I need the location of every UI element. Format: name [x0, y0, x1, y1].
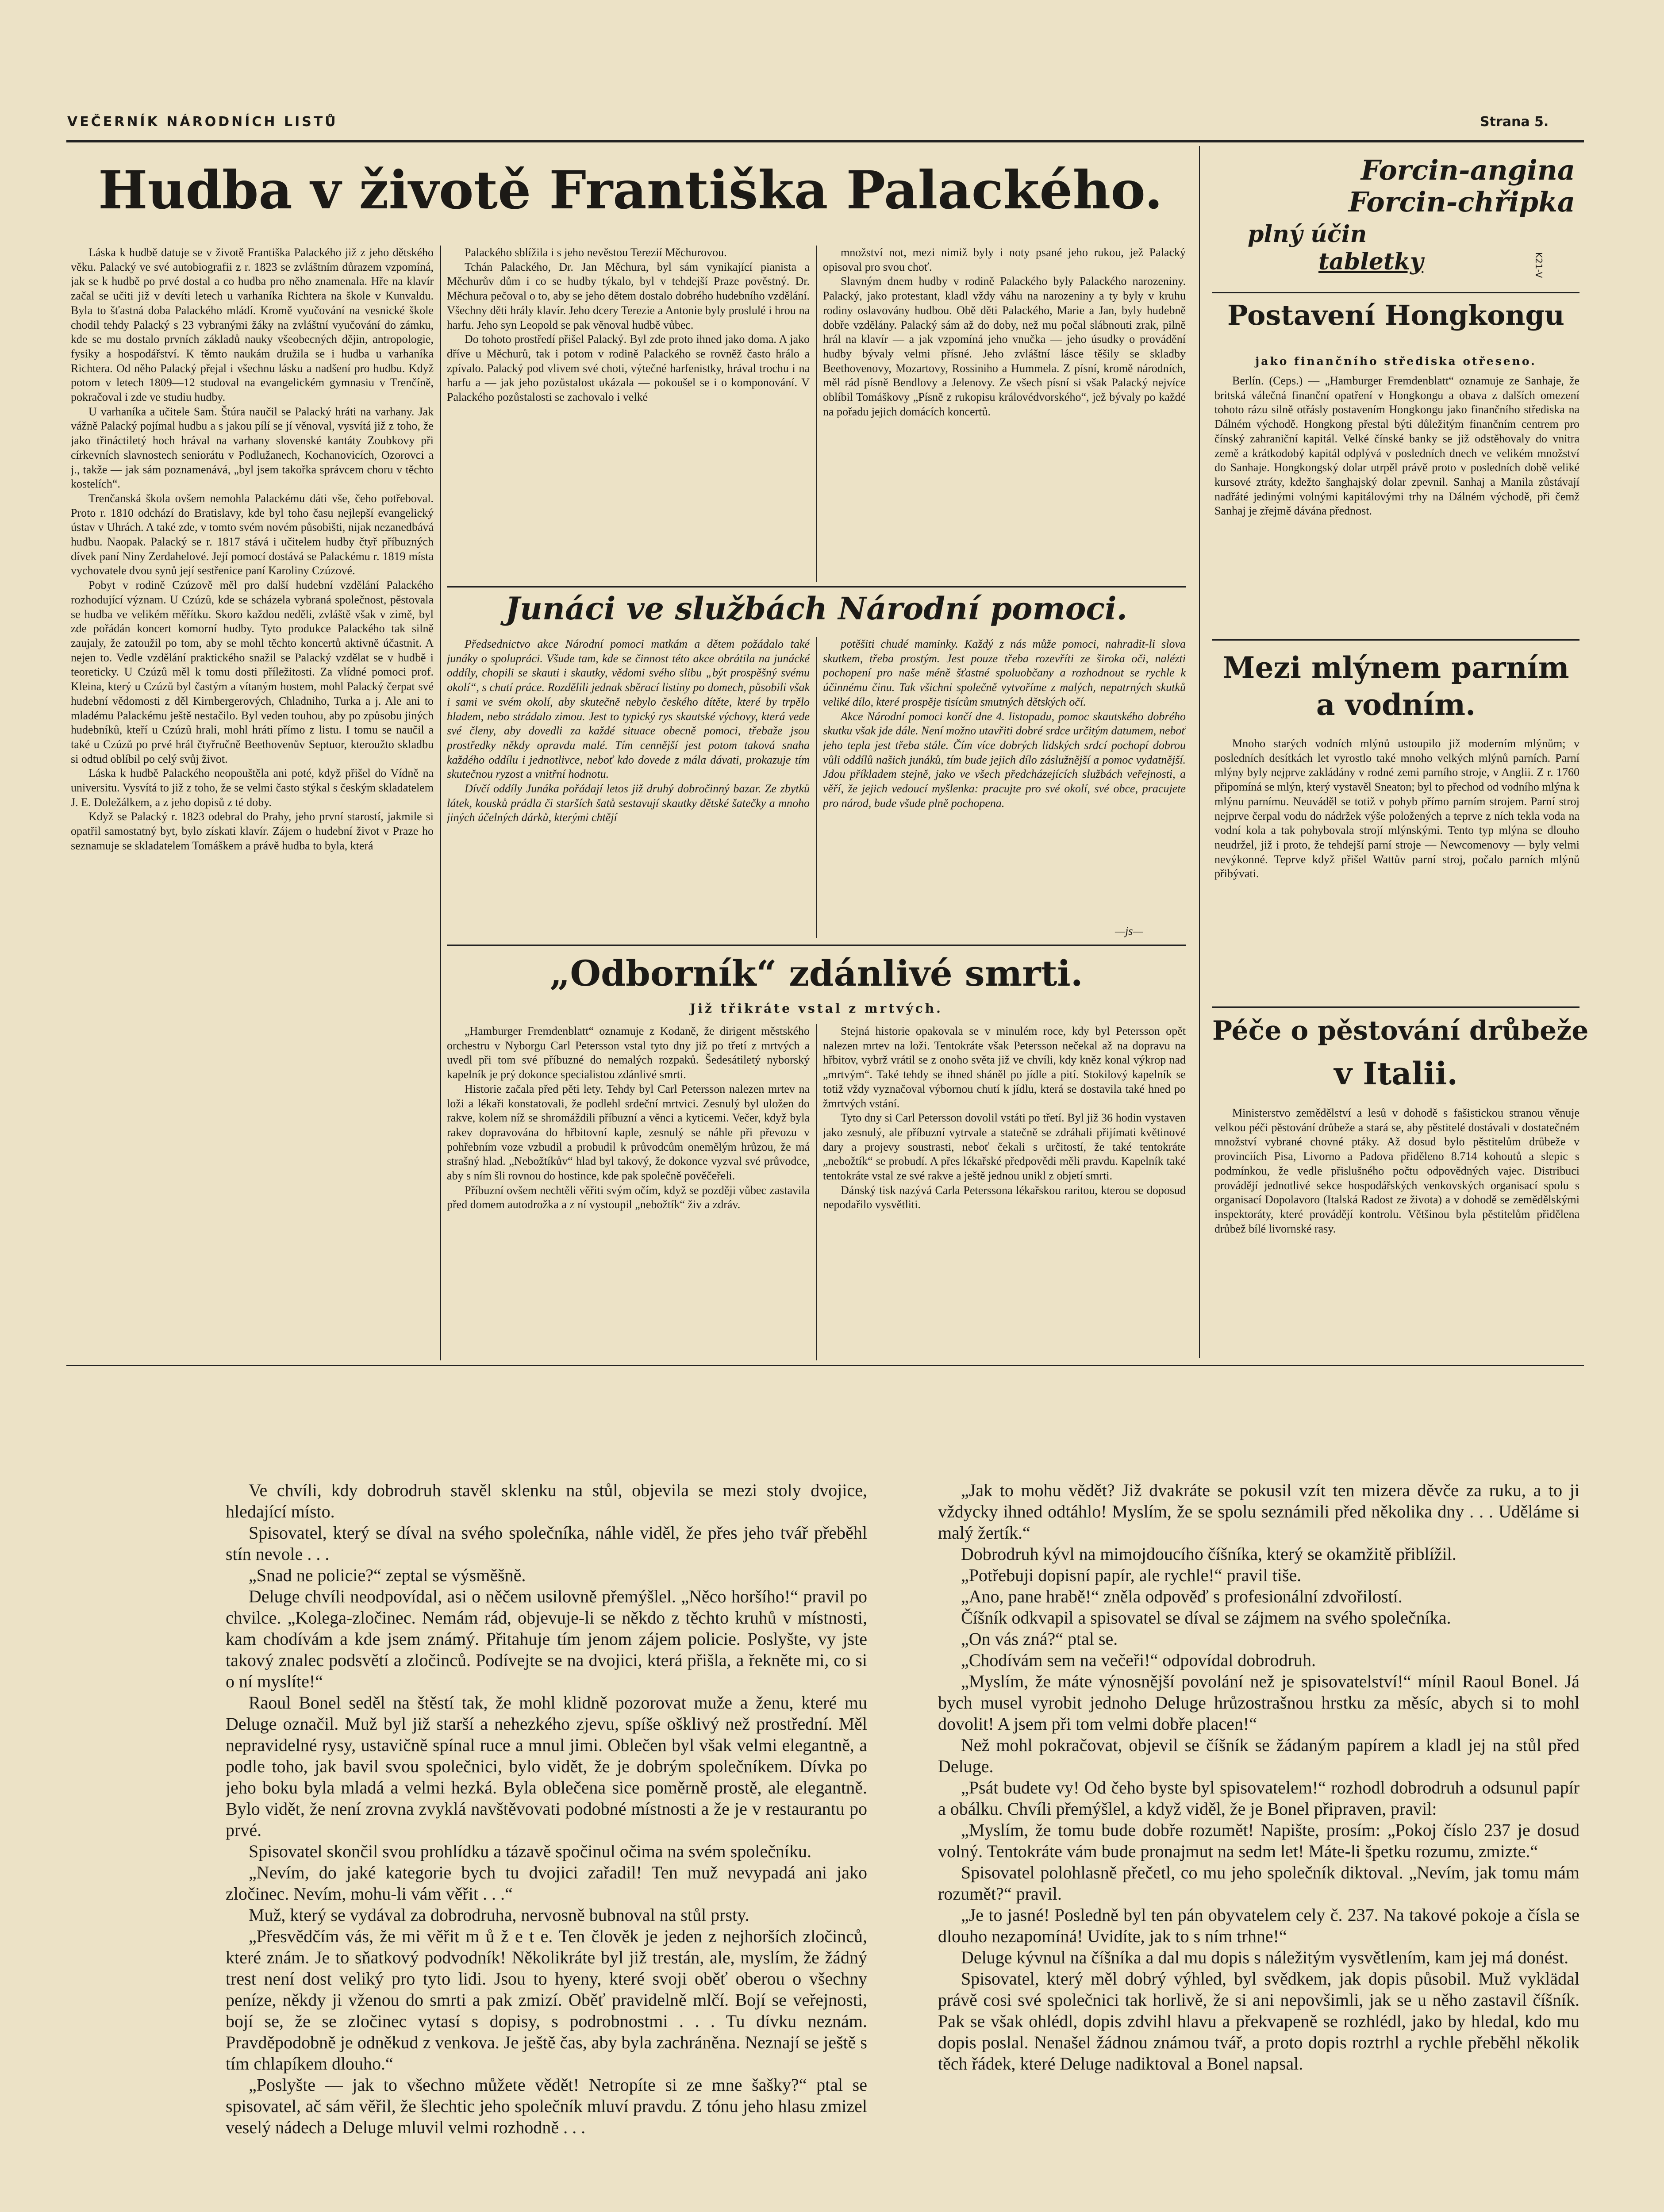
paragraph: „Nevím, do jaké kategorie bych tu dvojici zařadil! Ten muž nevypadá ani jako zločinec. Nevím, mohu-li vám věřit . . .“ [226, 1863, 867, 1904]
odbornik-subtitle: Již třikráte vstal z mrtvých. [690, 1001, 943, 1016]
paragraph: Mnoho starých vodních mlýnů ustoupilo již moderním mlýnům; v posledních desítkách let vyrostlo také mnoho velkých mlýnů parních. Parní mlýny byly nejprve zakládány v rodné zemi parního stroje, v Anglii. Z r. 1760 připomíná se mlýn, který vystavěl Sneaton; byl to přechod od vodního mlýna k mlýnu parnímu. Neuváděl se totiž v pohyb přímo parním strojem. Parní stroj nejprve čerpal vodu do nádržek výše položených a teprve z ních tekla voda na vodní kola a tak pohybovala strojí mlýnskými. Tento typ mlýna se dlouho neudržel, již i proto, že tehdejší parní stroje — Newcomenovy — byly velmi nevýkonné. Teprve když přišel Wattův parní stroj, počalo parních mlýnů přibývati. [1214, 737, 1579, 880]
page-number-header: Strana 5. [1480, 114, 1549, 130]
column-divider [440, 246, 441, 1360]
paragraph: „Hamburger Fremdenblatt“ oznamuje z Kodaně, že dirigent městského orchestru v Nyborgu Carl Petersson vstal tyto dny již po třetí z mrtvých a uvedl při tom své příbuzné do nemalých rozpaků. Šedesátiletý nyborský kapelník je prý dokonce specialistou zdánlivé smrti. [447, 1025, 810, 1081]
section-rule [447, 586, 1186, 588]
header-rule [66, 140, 1584, 142]
drubez-headline-1: Péče o pěstování drůbeže [1212, 1015, 1589, 1046]
paragraph: Tchán Palackého, Dr. Jan Měchura, byl sám vynikající pianista a Měchurův dům i co se hudby týkalo, byl v tehdejší Praze pověstný. Dr. Měchura pečoval o to, aby se jeho dětem dostalo dobrého hudebního vzdělání. Všechny děti hrály klavír. Jeho dcery Terezie a Antonie byly proslulé i hrou na harfu. Jeho syn Leopold se pak věnoval hudbě vůbec. [447, 260, 810, 331]
paragraph: „On vás zná?“ ptal se. [961, 1629, 1118, 1649]
junaci-column-2 [823, 637, 1186, 925]
paragraph: Tyto dny si Carl Petersson dovolil vstáti po třetí. Byl již 36 hodin vystaven jako zesnulý, ale příbuzní vytrvale a statečně se zdráhali přijímati květinové dary a projevy soustrasti, neboť čekali s určitostí, že také tentokráte „nebožtík“ se probudí. A přes lékařské předpovědi měli pravdu. Kapelník také tentokráte vstal ze své rakve a ještě jednou unikl z objetí smrti. [823, 1111, 1186, 1183]
paragraph: „Myslím, že tomu bude dobře rozumět! Napište, prosím: „Pokoj číslo 237 je dosud volný. Tentokráte vám bude pronajmut na sedm let! Máte-li špetku rozumu, zmizte.“ [938, 1820, 1579, 1861]
mlyn-headline-2: a vodním. [1316, 687, 1476, 722]
paragraph: „Je to jasné! Posledně byl ten pán obyvatelem cely č. 237. Na takové pokoje a čísla se dlouho nezapomíná! Uvidíte, jak to s ním trhne!“ [938, 1905, 1579, 1946]
column-divider [1199, 146, 1200, 1358]
paragraph: Ve chvíli, kdy dobrodruh stavěl sklenku na stůl, objevila se mezi stoly dvojice, hledající místo. [226, 1480, 867, 1521]
paragraph: Předsednictvo akce Národní pomoci matkám a dětem požádalo také junáky o spolupráci. Všude tam, kde se činnost této akce obrátila na junácké oddíly, chopili se skauti i skautky, vědomi svého slibu „být prospěšný svému okolí“, s chutí práce. Rozdělili jednak sběrací listiny po domech, působili však i sami ve svém okolí, aby skutečně nebylo českého dítěte, které by trpělo hladem, nebo strádalo zimou. Jest to typický rys skautské výchovy, která vede své členy, aby dovedli za každé situace obecně pomoci, třebaže jsou prostředky někdy opravdu malé. Tím cennější jest potom taková snaha každého oddílu i jednotlivce, neboť kdo dovede z mála dávati, prokazuje tím skutečnou ryzost a vnitřní hodnotu. [447, 637, 810, 781]
paragraph: Číšník odkvapil a spisovatel se díval se zájmem na svého společníka. [961, 1608, 1451, 1628]
paragraph: potěšiti chudé maminky. Každý z nás může pomoci, nahradit-li slova skutkem, třeba prostým. Jest pouze třeba rozevříti ze široka oči, nalézti pochopení pro naše méně šťastné spoluobčany a rozhodnout se rychle k účinnému činu. Tak všichni společně vytvoříme z malých, nepatrných skutků veliké dílo, které prospěje tisícům smutných dětských očí. [823, 637, 1186, 708]
paragraph: Příbuzní ovšem nechtěli věřiti svým očím, když se později vůbec zastavila před domem autodrožka a z ní vystoupil „nebožtík“ živ a zdráv. [447, 1183, 810, 1211]
paragraph: Pobyt v rodině Czúzově měl pro další hudební vzdělání Palackého rozhodující význam. U Czúzů, kde se scházela vybraná společnost, pěstovala se hudba ve velikém měřítku. Skoro každou neděli, zvláště však v zimě, byl zde pořádán koncert komorní hudby. Tyto produkce Palackého tak silně zaujaly, že zatoužil po tom, aby se mohl těchto koncertů aktivně účastnit. A nejen to. Vedle vzdělání praktického snažil se Palacký vzdělat se v hudbě i teoreticky. U Czúzů měl k tomu dosti příležitosti. Za vlídné pomoci prof. Kleina, který u Czúzů byl častým a vítaným hostem, mohl Palacký čerpat své hudební vědomosti z děl Kirnbergerových, Chladniho, Turka a j. Ale ani to mladému Palackému ještě nestačilo. Byl veden touhou, aby po způsobu jiných hudebníků, kteří u Czúzů hrali, mohl hráti přímo z listu. I tomu se naučil a také u Czúzů po prvé hrál čtyřručně Beethovenův Septuor, kteroužto skladbu si odtud oblíbil po celý svůj život. [71, 579, 434, 765]
novel-column-right [938, 1480, 1579, 2212]
paragraph: Muž, který se vydával za dobrodruha, nervosně bubnoval na stůl prsty. [249, 1905, 749, 1925]
palacky-column-3 [823, 246, 1186, 582]
paragraph: „Chodívám sem na večeři!“ odpovídal dobrodruh. [961, 1650, 1316, 1670]
ad-line-4: tabletky [1318, 248, 1424, 275]
paragraph: Palackého sblížila i s jeho nevěstou Terezií Měchurovou. [465, 246, 727, 259]
column-divider [816, 246, 817, 582]
paragraph: „Myslím, že máte výnosnější povolání než je spisovatelství!“ mínil Raoul Bonel. Já bych musel vyrobit jednoho Deluge hrůzostrašnou hrstku za měsíc, abych si to mohl dovolit! A jsem při tom velmi dobře placen!“ [938, 1671, 1579, 1734]
drubez-text [1214, 1106, 1579, 1360]
paragraph: Akce Národní pomoci končí dne 4. listopadu, pomoc skautského dobrého skutku však jde dále. Není možno utavřiti dobré srdce určitým datumem, neboť jeho tepla jest třeba stále. Čím více dobrých lidských srdcí pochopí dobrou vůli oddílů našich junáků, tím bude jejich dílo záslužnější a pomoc vydatnější. Jdou příkladem stejně, jako ve všech předcházejících službách veřejnosti, a věří, že jejich vedoucí myšlenka: pracujte pro své okolí, své obce, pracujete pro národ, bude všude plně pochopena. [823, 710, 1186, 810]
mlyn-headline-1: Mezi mlýnem parním [1222, 650, 1569, 685]
masthead: VEČERNÍK NÁRODNÍCH LISTŮ [67, 114, 338, 130]
paragraph: „Poslyšte — jak to všechno můžete vědět! Netropíte si ze mne šašky?“ ptal se spisovatel, ač sám věřil, že šlechtic jeho společník mluví pravdu. Z tónu jeho hlasu zmizel veselý nádech a Deluge mluvil velmi rozhodně . . . [226, 2075, 867, 2137]
palacky-headline: Hudba v životě Františka Palackého. [98, 159, 1163, 221]
paragraph: Spisovatel skončil svou prohlídku a tázavě spočinul očima na svém společníku. [249, 1841, 811, 1861]
paragraph: Spisovatel, který měl dobrý výhled, byl svědkem, jak dopis působil. Muž vyklädal právě cosi své společnici tak horlivě, že si ani nepovšimli, jak se u něho zastavil číšník. Pak se však ohlédl, dopis zdvihl hlavu a překvapeně se rozhlédl, jako by hledal, kdo mu dopis poslal. Nenašel žádnou známou tvář, a proto dopis roztrhl a rychle přeběhl několik těch řádek, které Deluge nadiktoval a Bonel napsal. [938, 1969, 1579, 2074]
palacky-column-1 [71, 246, 434, 1360]
paragraph: Láska k hudbě datuje se v životě Františka Palackého již z jeho dětského věku. Palacký ve své autobiografii z r. 1823 se zvláštním důrazem vzpomíná, jak se k hudbě po prvé dostal a co hudba pro něho znamenala. Hře na klavír začal se učiti již v devíti letech u varhaníka Richtera na škole v Kunvaldu. Byla to šťastná doba Palackého mládí. Kromě vyučování na vesnické škole chodil tehdy Palacký s 23 vybranými žáky na zvláštní vyučování do zámku, kde se mu dostalo prvních základů nauky všeobecných dějin, antropologie, fysiky a hospodářství. K těmto naukám družila se i hudba u varhaníka Richtera. Od něho Palacký přejal i všechnu lásku a nadšení pro hudbu. Když potom v letech 1809—12 studoval na evangelickém gymnasiu v Trenčíně, pokračoval i zde ve studiu hudby. [71, 246, 434, 404]
paragraph: Stejná historie opakovala se v minulém roce, kdy byl Petersson opět nalezen mrtev na loži. Tentokráte však Petersson nečekal až na dopravu na hřbitov, vybrž vrátil se z onoho světa již ve chvíli, kdy kněz konal výkrop nad „mrtvým“. Také tehdy se ihned sháněl po jídle a pití. Stokilový kapelník se totiž vždy vyznačoval výbornou chutí k jídlu, která se dostavila také hned po žmrtvých vstání. [823, 1025, 1186, 1110]
paragraph: „Snad ne policie?“ zeptal se výsměšně. [249, 1565, 526, 1585]
paragraph: Než mohl pokračovat, objevil se číšník se žádaným papírem a kladl jej na stůl před Deluge. [938, 1735, 1579, 1776]
paragraph: Slavným dnem hudby v rodině Palackého byly Palackého narozeniny. Palacký, jako protestant, kladl vždy váhu na narozeniny a ty byly v kruhu rodiny oslavovány hudbou. Obě děti Palackého, Marie a Jan, byly hudebně dobře vzdělány. Palacký sám až do doby, než mu počal slábnouti zrak, pilně hrál na klavír — a jak vzpomíná jeho vnučka — jeho úsudky o provádění hudby bývaly velmi přísné. Jeho zvláštní lásce těšily se skladby Beethovenovy, Mozartovy, Rossiniho a Hummela. Z písní, kromě národních, měl rád písně Bendlovy a Jelenovy. Ze všech písní si však Palacký nejvíce oblíbil Tomáškovy „Písně z rukopisu královédvorského“, jež bývaly po každé na pořadu jejich domácích koncertů. [823, 275, 1186, 418]
paragraph: Spisovatel, který se díval na svého společníka, náhle viděl, že přes jeho tvář přeběhl stín nevole . . . [226, 1523, 867, 1564]
paragraph: Deluge kývnul na číšníka a dal mu dopis s náležitým vysvětlením, kam jej má donést. [961, 1947, 1569, 1967]
junaci-signature: —js— [1115, 925, 1143, 937]
palacky-column-2 [447, 246, 810, 582]
paragraph: Ministerstvo zemědělství a lesů v dohodě s fašistickou stranou věnuje velkou péči pěstování drůbeže a stará se, aby pěstitelé dostávali v dostatečném množství vybrané chovné ptáky. Až dosud bylo pěstitelům drůbeže v provinciích Pisa, Livorno a Padova přiděleno 8.714 kohoutů a slepic s podmínkou, že vedle přislušného počtu odpovědných vajec. Distribuci provádějí jednotlivé sekce hospodářských venkovských organisací spolu s organisací Dopolavoro (Italská Radost ze života) a v dohodě se zemědělskými inspektoráty, které provádějí kontrolu. Většinou byla pěstitelům přidělena drůbež bílé livornské rasy. [1214, 1106, 1579, 1235]
paragraph: Historie začala před pěti lety. Tehdy byl Carl Petersson nalezen mrtev na loži a lékaři konstatovali, že podlehl srdeční mrtvici. Zesnulý byl uložen do rakve, kolem níž se shromáždili příbuzní a věnci a kyticemi. Večer, když byla rakev dopravována do hřbitovní kaple, zesnulý se náhle při převozu v pohřebním voze vzbudil a probudil k průvodcům onemělým hrůzou, že má strašný hlad. „Nebožtíkův“ hlad byl takový, že dokonce vyzval své průvodce, aby s ním šli rovnou do hostince, kde pak společně pověčeřeli. [447, 1082, 810, 1183]
paragraph: Dánský tisk nazývá Carla Peterssona lékařskou raritou, kterou se doposud nepodařilo vysvětliti. [823, 1183, 1186, 1211]
mlyn-text [1214, 737, 1579, 1002]
hongkong-subtitle: jako finančního střediska otřeseno. [1255, 355, 1537, 368]
paragraph: Dobrodruh kývl na mimojdoucího číšníka, který se okamžitě přiblížil. [961, 1544, 1456, 1564]
paragraph: Deluge chvíli neodpovídal, asi o něčem usilovně přemýšlel. „Něco horšího!“ pravil po chvilce. „Kolega-zločinec. Nemám rád, objevuje-li se někdo z těchto kruhů v místnosti, kam chodívám a kde jsem známý. Přitahuje tím jenom zájem policie. Poslyšte, vy jste takový znalec podsvětí a zločinců. Podívejte se na dvojici, která přišla, a řekněte mi, co si o ní myslíte!“ [226, 1586, 867, 1691]
paragraph: Raoul Bonel seděl na štěstí tak, že mohl klidně pozorovat muže a ženu, které mu Deluge označil. Muž byl již starší a nehezkého zjevu, spíše ošklivý než prostřední. Měl nepravidelné rysy, ustavičně spínal ruce a mnul jimi. Oblečen byl však velmi elegantně, a podle toho, jak bavil svou společnici, bylo vidět, že je dobrým společníkem. Dívka po jeho boku byla mladá a velmi hezká. Byla oblečena sice poměrně prostě, ale elegantně. Bylo vidět, že není zrovna zvyklá navštěvovati podobné místnosti a že je v restaurantu po prvé. [226, 1693, 867, 1840]
odbornik-column-1 [447, 1024, 810, 1360]
ad-line-3: plný účin [1248, 221, 1367, 248]
odbornik-column-2 [823, 1024, 1186, 1360]
paragraph: Berlín. (Ceps.) — „Hamburger Fremdenblatt“ oznamuje ze Sanhaje, že britská válečná finanční opatření v Hongkongu a obava z dalších omezení tohoto rázu silně otřásly postavením Hongkongu jako finančního střediska na Dálném východě. Hongkong přestal býti důležitým finančním centrem pro čínský zahraniční kapitál. Velké čínské banky se již odstěhovaly do vnitra země a krátkodobý kapitál odplývá v posledních dnech ve velikém množství do Sanhaje. Hongkongský dolar utrpěl právě proto v posledních době veliké kursové ztráty, kdežto šanghajský dolar zpevnil. Sanhaj a Manila zůstávají nadřáté jedinými volnými kapitálovými trhy na Dálném východě, při čemž Sanhaj je zřejmě dávána přednost. [1214, 374, 1579, 518]
paragraph: Láska k hudbě Palackého neopouštěla ani poté, když přišel do Vídně na universitu. Vysvítá to již z toho, že se velmi často stýkal s českým skladatelem J. E. Doležálkem, a z jeho dopisů z té doby. [71, 767, 434, 809]
page-fold-rule [66, 1365, 1584, 1366]
paragraph: množství not, mezi nimiž byly i noty psané jeho rukou, jež Palacký opisoval pro svou choť. [823, 246, 1186, 273]
drubez-headline-2: v Italii. [1334, 1055, 1458, 1092]
paragraph: Když se Palacký r. 1823 odebral do Prahy, jeho první starostí, jakmile si opatřil samostatný byt, bylo získati klavír. Zájem o hudební život v Praze ho seznamuje se skladatelem Tomáškem a právě hudba to byla, která [71, 810, 434, 852]
paragraph: „Jak to mohu vědět? Již dvakráte se pokusil vzít ten mizera děvče za ruku, a to ji vždycky ihned odtáhlo! Myslím, že se spolu seznámili před několika dny . . . Uděláme si malý žertík.“ [938, 1480, 1579, 1543]
section-rule [447, 945, 1186, 946]
column-divider [816, 637, 817, 938]
paragraph: „Psát budete vy! Od čeho byste byl spisovatelem!“ rozhodl dobrodruh a odsunul papír a obálku. Chvíli přemýšlel, a když viděl, že je Bonel připraven, pravil: [938, 1778, 1579, 1819]
forcin-advertisement [1212, 155, 1579, 288]
ad-line-1: Forcin-angina [1360, 154, 1575, 186]
paragraph: Spisovatel polohlasně přečetl, co mu jeho společník diktoval. „Nevím, jak tomu mám rozumět?“ pravil. [938, 1863, 1579, 1904]
novel-column-left [226, 1480, 867, 2212]
paragraph: „Přesvědčím vás, že mi věřit m ů ž e t e. Ten člověk je jeden z nejhorších zločinců, které znám. Je to sňatkový podvodník! Několikráte byl již trestán, ale, myslím, že žádný trest není dost veliký pro tyto lidi. Jsou to hyeny, které svoji oběť oberou o všechny peníze, někdy ji vženou do smrti a pak zmizí. Oběť pravidelně mlčí. Bojí se veřejnosti, bojí se, že se zločinec vytasí s dopisy, s podrobnostmi . . . Tu dívku neznám. Pravděpodobně je odněkud z venkova. Je ještě čas, aby byla zachráněna. Neznají se ještě s tím chlapíkem dlouho.“ [226, 1926, 867, 2074]
paragraph: „Potřebuji dopisní papír, ale rychle!“ pravil tiše. [961, 1565, 1302, 1585]
section-rule [1212, 639, 1579, 641]
ad-line-2: Forcin-chřipka [1348, 186, 1575, 218]
odbornik-headline: „Odborník“ zdánlivé smrti. [550, 952, 1083, 994]
hongkong-text [1214, 374, 1579, 635]
section-rule [1212, 1006, 1579, 1008]
junaci-column-1 [447, 637, 810, 938]
section-rule [1212, 292, 1579, 293]
paragraph: U varhaníka a učitele Sam. Štúra naučil se Palacký hráti na varhany. Jak vážně Palacký pojímal hudbu a s jakou pílí se jí věnoval, vysvítá již z toho, že jako třináctiletý hoch hrával na varhany slovenské kantáty Zoubkovy při církevních slavnostech seniorátu v Podlužanech, Kochanovicích, Ozorovci a j., takže — jak sám poznamenává, „byl jsem takořka správcem choru v těchto kostelích“. [71, 405, 434, 491]
paragraph: Dívčí oddíly Junáka pořádají letos již druhý dobročinný bazar. Ze zbytků látek, kousků prádla či starších šatů sestavují skautky dětské šatečky a mnoho jiných účelných dárků, kterými chtějí [447, 782, 810, 824]
paragraph: Trenčanská škola ovšem nemohla Palackému dáti vše, čeho potřeboval. Proto r. 1810 odchází do Bratislavy, kde byl toho času nejlepší evangelický ústav v Uhrách. A také zde, v tomto svém novém působišti, nijak nezanedbává hudbu. Naopak. Palacký se r. 1817 stává i učitelem hudby čtyř příbuzných dívek paní Niny Zerdahelové. Její pomocí dostává se Palackému r. 1819 místa vychovatele dvou synů její sestřenice paní Karoliny Czúzové. [71, 492, 434, 577]
paragraph: „Ano, pane hrabě!“ zněla odpověď s profesionální zdvořilostí. [961, 1586, 1403, 1606]
hongkong-headline: Postavení Hongkongu [1227, 299, 1564, 331]
ad-side-code: K21-V [1533, 252, 1544, 278]
column-divider [816, 1024, 817, 1360]
paragraph: Do tohoto prostředí přišel Palacký. Byl zde proto ihned jako doma. A jako dříve u Měchurů, tak i potom v rodině Palackého se rovněž často hrálo a zpívalo. Palacký pod vlivem své choti, výtečné harfenistky, hrával trochu i na harfu a — jak jeho pozůstalost ukázala — pokoušel se i o komponování. V Palackého pozůstalosti se zachovalo i velké [447, 333, 810, 404]
junaci-headline: Junáci ve službách Národní pomoci. [505, 590, 1127, 627]
